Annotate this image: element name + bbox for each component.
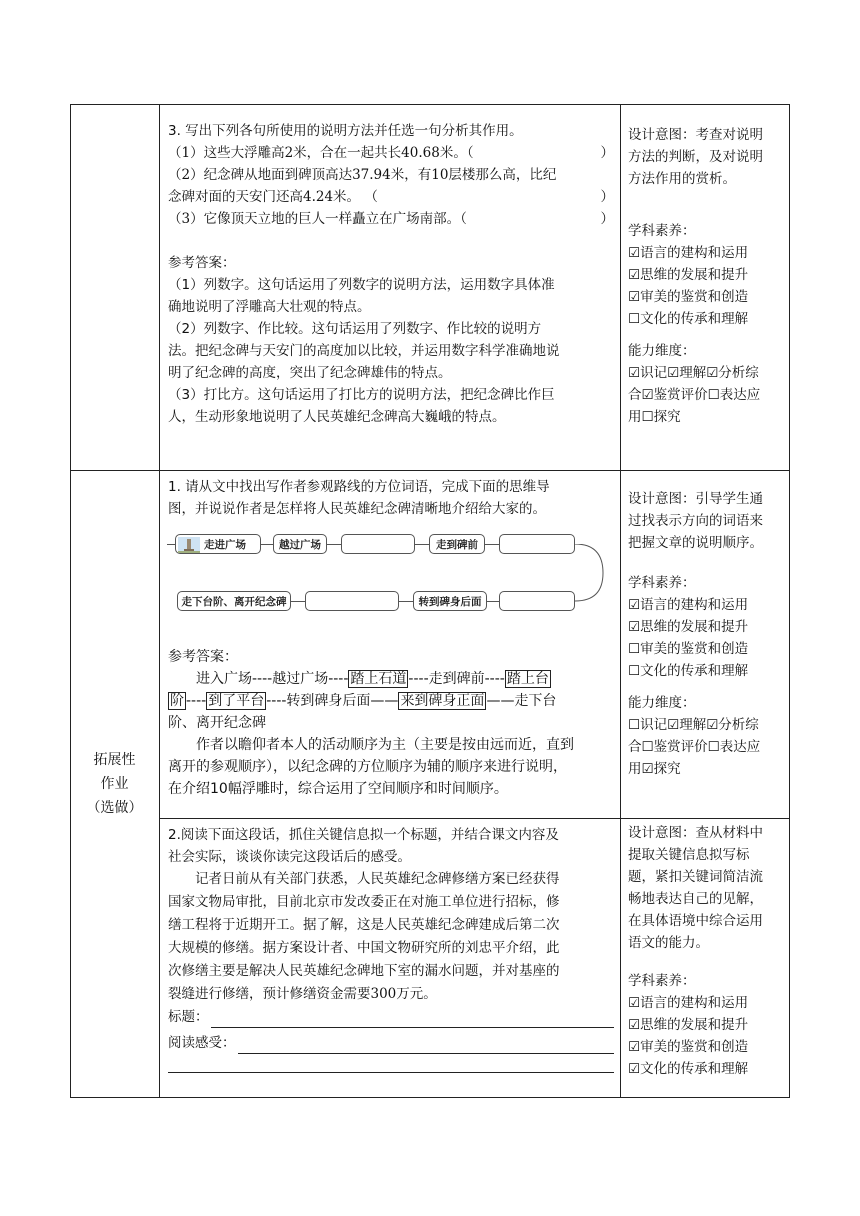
mind-map-node-blank-3 (305, 591, 399, 611)
answer-line: 法。把纪念碑与天安门的高度加以比较，并运用数字科学准确地说 (168, 343, 560, 359)
explain-line: 离开的参观顺序），以纪念碑的方位顺序为辅的顺序来进行说明， (168, 759, 567, 775)
table-border-top (70, 104, 790, 105)
ability-title: 能力维度： (628, 343, 696, 359)
route-answer-line: 阶、离开纪念碑 (168, 715, 266, 731)
mind-map-node-blank-2 (499, 534, 575, 554)
question-3-item-1: （1）这些大浮雕高2米，合在一起共长40.68米。（ ） (168, 145, 614, 161)
literacy-item: ☑审美的鉴赏和创造 (628, 1039, 749, 1055)
mind-map-node-reach-front: 走到碑前 (429, 534, 485, 554)
design-intent-3: 设计意图：查从材料中 提取关键信息拟写标 题，紧扣关键词简洁流 畅地表达自己的见解， 在具体语境中综合运用 语文的能力。 学科素养： ☑语言的建构和运用 ☑思维的发展和提升 ☑审美的鉴赏和创造 ☑文化的传承和理解 (628, 822, 788, 1080)
explain-line: 在介绍10幅浮雕时，综合运用了空间顺序和时间顺序。 (168, 781, 508, 797)
ability-item: 用☐探究 (628, 409, 681, 425)
column-divider-2 (620, 104, 621, 1098)
mind-map-node-enter-square: 走进广场 (175, 534, 261, 554)
question-1-text: 1. 请从文中找出写作者参观路线的方位词语，完成下面的思维导 图，并说说作者是怎样将人民英雄纪念碑清晰地介绍给大家的。 (168, 479, 550, 517)
feeling-answer-row (168, 1032, 614, 1054)
feeling-answer-line-2[interactable] (168, 1054, 614, 1073)
route-answer-line: 进入广场----越过广场---- 踏上石道 ----走到碑前---- 踏上台 (196, 671, 549, 687)
mind-map-node-blank-1 (341, 534, 415, 554)
literacy-item: ☑审美的鉴赏和创造 (628, 289, 749, 305)
answer-line: （2）列数字、作比较。这句话运用了列数字、作比较的说明方 (168, 321, 542, 337)
table-border-left (70, 104, 71, 1098)
literacy-item: ☑语言的建构和运用 (628, 995, 749, 1011)
literacy-item: ☐文化的传承和理解 (628, 311, 749, 327)
ability-item: ☑识记☑理解☑分析综 (628, 365, 759, 381)
mind-map-curve (575, 544, 605, 602)
question-3-title: 3. 写出下列各句所使用的说明方法并任选一句分析其作用。 (168, 123, 523, 139)
question-3-block (168, 120, 614, 428)
answer-line: （3）打比方。这句话运用了打比方的说明方法，把纪念碑比作巨 (168, 387, 555, 403)
mind-map-node-cross-square: 越过广场 (273, 534, 327, 554)
question-1-cell (159, 470, 620, 818)
mind-map-node-blank-4 (499, 591, 575, 611)
literacy-item: ☑思维的发展和提升 (628, 1017, 749, 1033)
literacy-item: ☐审美的鉴赏和创造 (628, 641, 749, 657)
answer-line: （1）列数字。这句话运用了列数字的说明方法，运用数字具体准 (168, 277, 555, 293)
answer-line: 人，生动形象地说明了人民英雄纪念碑高大巍峨的特点。 (168, 409, 506, 425)
section-label: 拓展性 作业 （选做） (86, 752, 143, 816)
table-border-bottom (70, 1097, 790, 1098)
ability-item: 合☐鉴赏评价☐表达应 (628, 739, 761, 755)
literacy-item: ☐文化的传承和理解 (628, 663, 749, 679)
question-2-block: 2.阅读下面这段话，抓住关键信息拟一个标题，并结合课文内容及 社会实际，谈谈你读完这段话后的感受。 记者日前从有关部门获悉，人民英雄纪念碑修缮方案已经获得 国家文物局审批，目前北京市发改委正在对施工单位进行招标，修 缮工程将于近期开工。据了解，这是人民英雄纪念碑建成后第二次 大规模的修缮。据方案设计者、中国文物研究所的刘忠平介绍，此 次修缮主要是解决人民英雄纪念碑地下室的漏水问题，并对基座的 裂缝进行修缮，预计修缮资金需要300万元。 标题： 阅读感受： (168, 824, 614, 1073)
answer-label: 参考答案： (168, 255, 236, 271)
ability-item: ☐识记☑理解☑分析综 (628, 717, 759, 733)
title-answer-row (168, 1006, 614, 1028)
answer-label: 参考答案： (168, 649, 238, 665)
literacy-item: ☑语言的建构和运用 (628, 597, 749, 613)
question-3-item-2: （2）纪念碑从地面到碑顶高达37.94米，有10层楼那么高，比纪 (168, 167, 557, 183)
literacy-title: 学科素养： (628, 973, 696, 989)
question-1-answer (168, 646, 614, 800)
design-intent-1: 设计意图：考查对说明 方法的判断，及对说明 方法作用的赏析。 学科素养： ☑语言的建构和运用 ☑思维的发展和提升 ☑审美的鉴赏和创造 ☐文化的传承和理解 能力维度： ☑识记☑理解☑分析综 合☑鉴赏评价☐表达应 用☐探究 (628, 124, 788, 428)
explain-line: 作者以瞻仰者本人的活动顺序为主（主要是按由远而近，直到 (196, 737, 574, 753)
literacy-item: ☑思维的发展和提升 (628, 619, 749, 635)
literacy-item: ☑语言的建构和运用 (628, 245, 749, 261)
literacy-item: ☑思维的发展和提升 (628, 267, 749, 283)
title-label: 标题： (168, 1009, 209, 1025)
ability-item: 用☑探究 (628, 761, 681, 777)
literacy-title: 学科素养： (628, 575, 696, 591)
monument-photo-icon (178, 537, 200, 553)
route-answer-line: 阶 ---- 到了平台 ----转到碑身后面—— 来到碑身正面 ——走下台 (170, 693, 557, 709)
question-3-item-2-cont: 念碑对面的天安门还高4.24米。 （ ） (168, 189, 614, 205)
title-answer-line[interactable] (211, 1013, 615, 1028)
feeling-answer-line[interactable] (238, 1039, 615, 1054)
answer-line: 明了纪念碑的高度，突出了纪念碑雄伟的特点。 (168, 365, 452, 381)
reading-passage: 记者日前从有关部门获悉，人民英雄纪念碑修缮方案已经获得 国家文物局审批，目前北京市发改委正在对施工单位进行招标，修 缮工程将于近期开工。据了解，这是人民英雄纪念碑建成后第二次 大规模的修缮。据方案设计者、中国文物研究所的刘忠平介绍，此 次修缮主要是解决人民英雄纪念碑地下室的漏水问题，并对基座的 裂缝进行修缮，预计修缮资金需要300万元。 (168, 871, 560, 1002)
mind-map-node-leave: 走下台阶、离开纪念碑 (177, 591, 291, 611)
homework-table (70, 104, 790, 1098)
route-mind-map (167, 524, 619, 622)
mind-map-node-turn-back: 转到碑身后面 (413, 591, 487, 611)
question-3-item-3: （3）它像顶天立地的巨人一样矗立在广场南部。（ ） (168, 211, 614, 227)
feeling-label: 阅读感受： (168, 1035, 236, 1051)
ability-item: 合☑鉴赏评价☐表达应 (628, 387, 761, 403)
literacy-title: 学科素养： (628, 223, 696, 239)
ability-title: 能力维度： (628, 695, 696, 711)
literacy-item: ☑文化的传承和理解 (628, 1061, 749, 1077)
table-border-right (789, 104, 790, 1098)
row-divider-2 (159, 818, 790, 819)
design-intent-2: 设计意图：引导学生通 过找表示方向的词语来 把握文章的说明顺序。 学科素养： ☑语言的建构和运用 ☑思维的发展和提升 ☐审美的鉴赏和创造 ☐文化的传承和理解 能力维度： ☐识记☑理解☑分析综 合☐鉴赏评价☐表达应 用☑探究 (628, 488, 788, 780)
answer-line: 确地说明了浮雕高大壮观的特点。 (168, 299, 371, 315)
